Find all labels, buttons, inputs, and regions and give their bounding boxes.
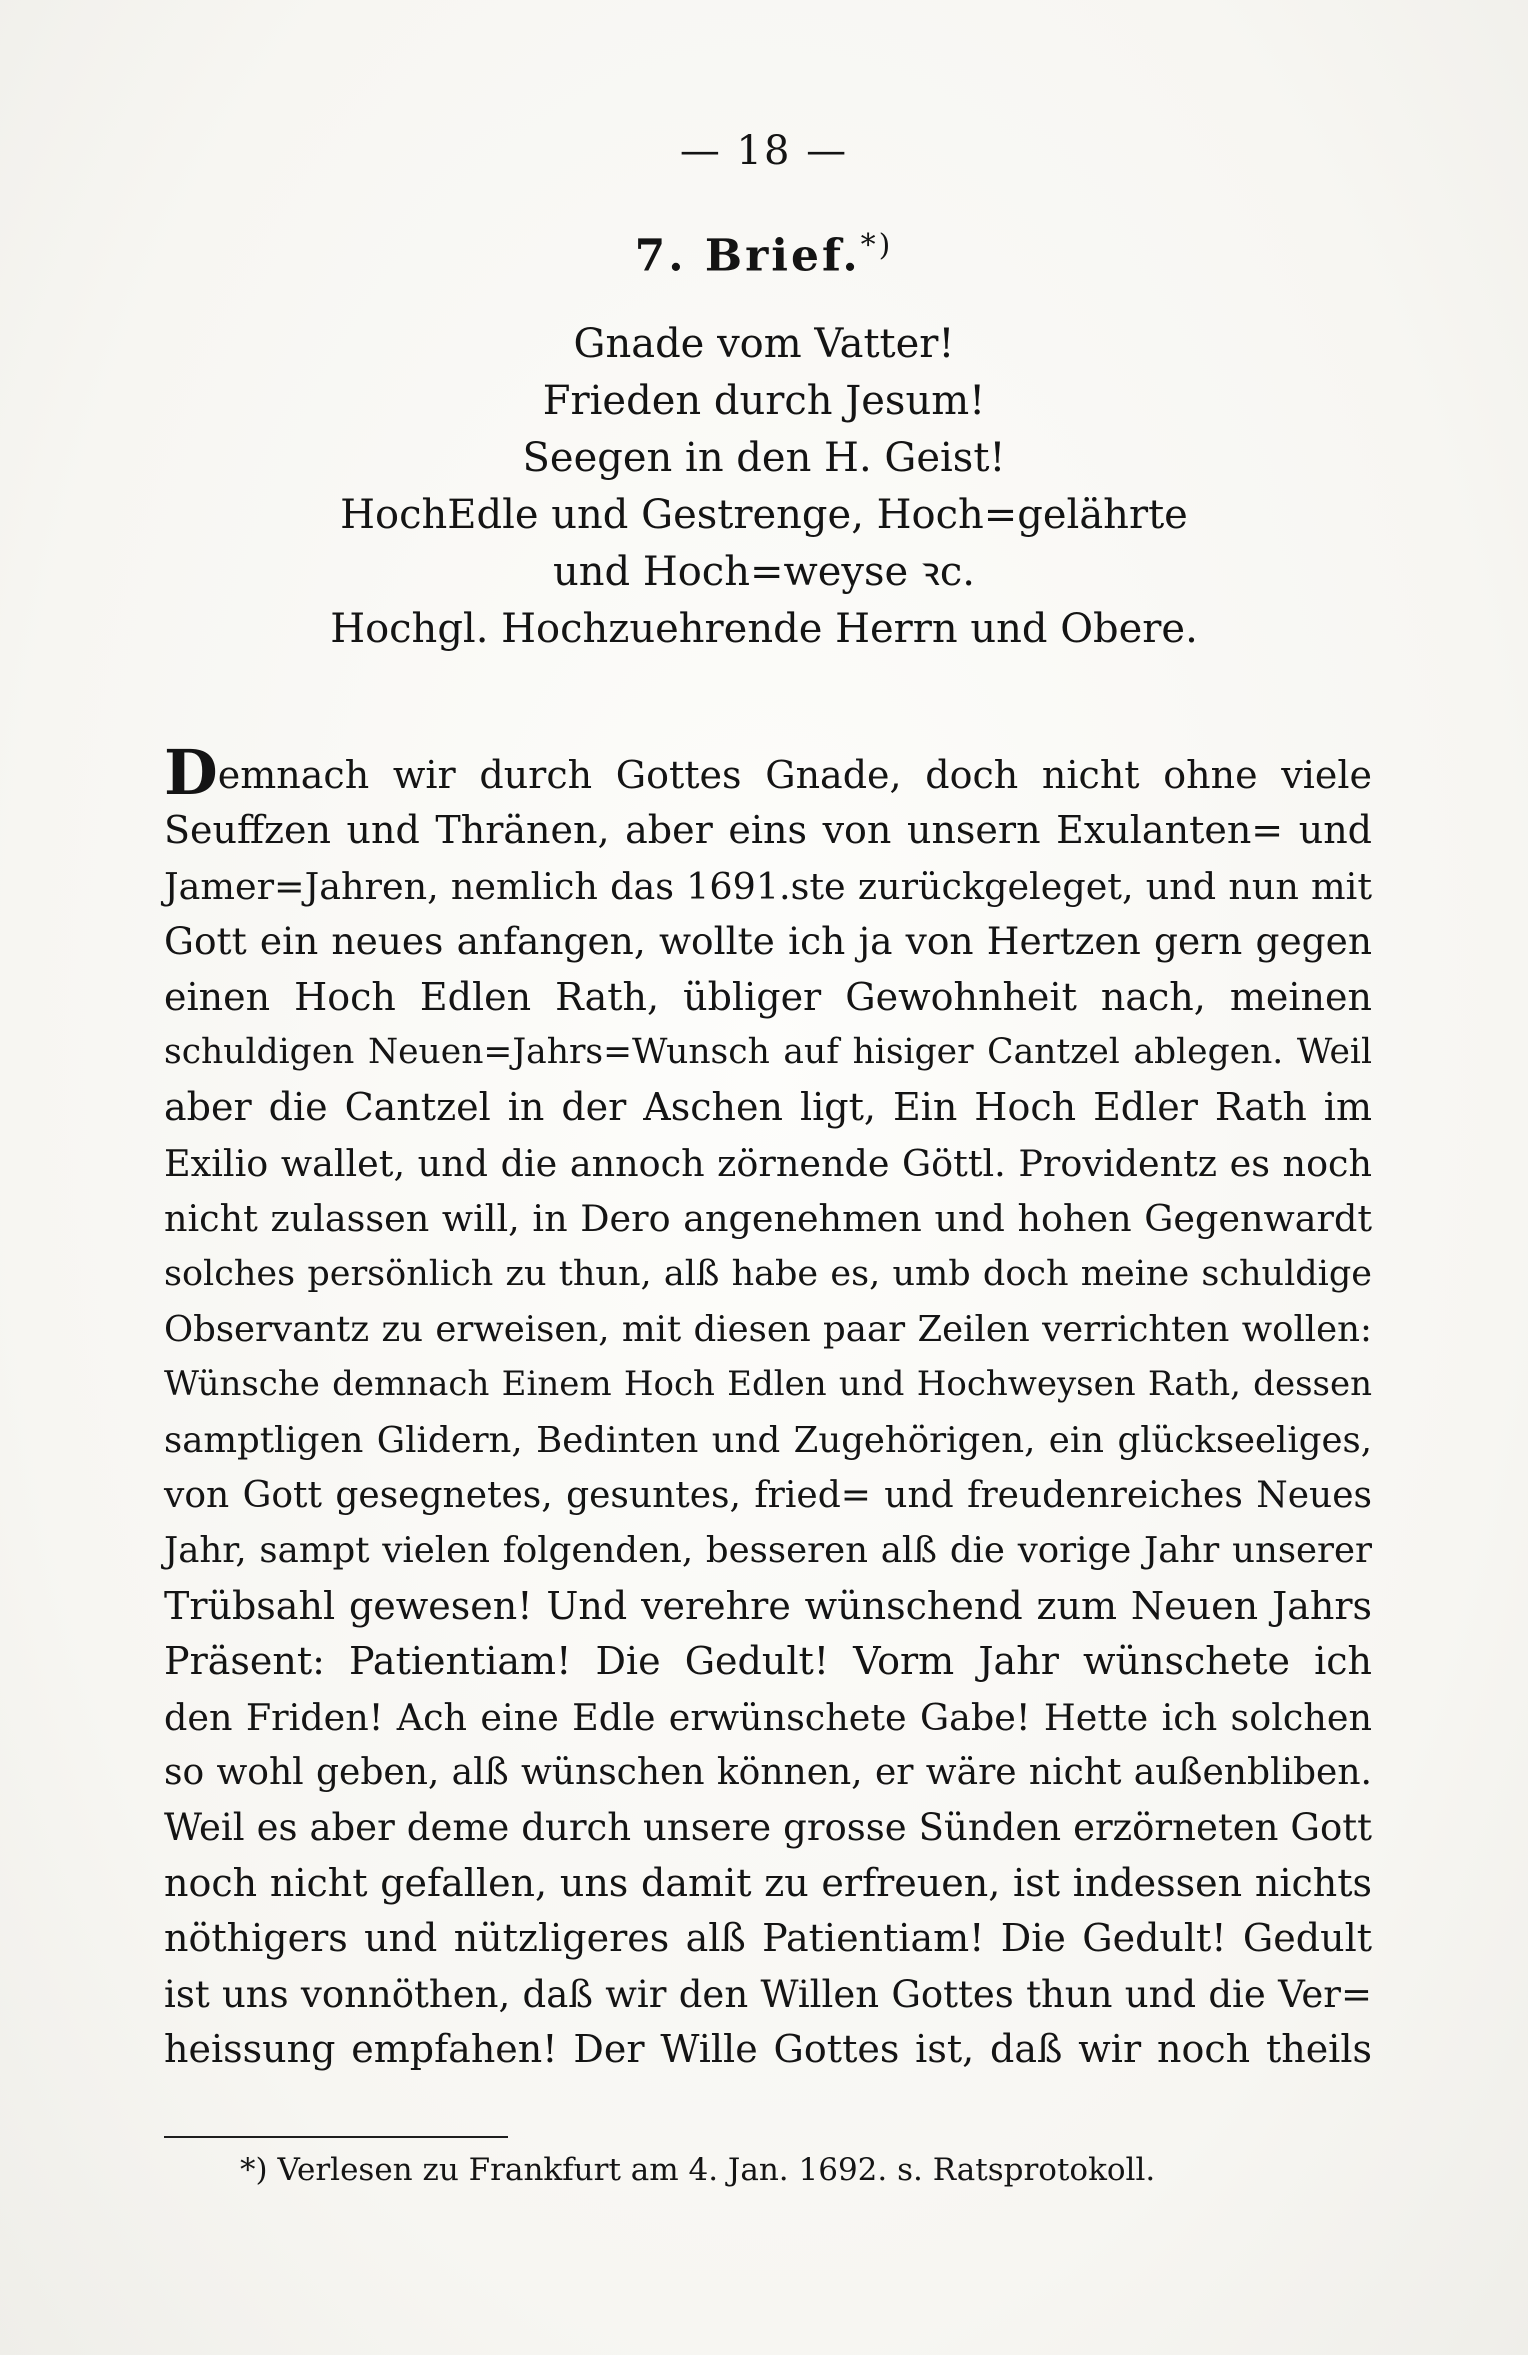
salutation-line: Frieden durch Jesum! [542,378,986,424]
body-line: nicht zulassen will, in Dero angenehmen und hohen Gegenwardt [164,1197,1372,1241]
body-line: Observantz zu erweisen, mit diesen paar Zeilen verrichten wollen: [164,1308,1372,1350]
letter-title-text: 7. Brief. [634,230,861,282]
body-line: nöthigers und nützligeres alß Patientiam! Die Gedult! Gedult [164,1916,1372,1961]
body-line: Demnach wir durch Gottes Gnade, doch nicht ohne viele [164,736,1372,809]
body-line: Trübsahl gewesen! Und verehre wünschend zum Neuen Jahrs [164,1583,1372,1628]
body-line: Präsent: Patientiam! Die Gedult! Vorm Jahr wünschete ich [164,1639,1372,1684]
page-number: — 18 — [679,128,849,174]
letter-body [164,736,1372,2077]
salutation-line: und Hoch=weyse ꝛc. [553,549,975,595]
body-line: schuldigen Neuen=Jahrs=Wunsch auf hisiger Cantzel ablegen. Weil [164,1031,1372,1072]
body-line: solches persönlich zu thun, alß habe es, umb doch meine schuldige [164,1253,1372,1294]
body-line: Seuffzen und Thränen, aber eins von unsern Exulanten= und [164,808,1372,853]
body-line: Weil es aber deme durch unsere grosse Sünden erzörneten Gott [164,1806,1372,1850]
body-line: Gott ein neues anfangen, wollte ich ja von Hertzen gern gegen [164,919,1372,964]
body-line: Wünsche demnach Einem Hoch Edlen und Hochweysen Rath, dessen [164,1364,1372,1405]
salutation-block [0,316,1528,658]
body-line: samptligen Glidern, Bedinten und Zugehörigen, ein glückseeliges, [164,1419,1372,1461]
body-line: Exilio wallet, und die annoch zörnende Göttl. Providentz es noch [164,1141,1372,1185]
letter-title [0,228,1528,282]
drop-cap: D [164,736,218,809]
body-line: Jamer=Jahren, nemlich das 1691.ste zurückgeleget, und nun mit [164,864,1372,908]
body-line: heissung empfahen! Der Wille Gottes ist, daß wir noch theils [164,2026,1372,2071]
body-line: so wohl geben, alß wünschen können, er wäre nicht außenbliben. [164,1752,1372,1794]
salutation-line: Gnade vom Vatter! [573,321,955,367]
footnote: *) Verlesen zu Frankfurt am 4. Jan. 1692. s. Ratsprotokoll. [240,2152,1156,2188]
body-line: von Gott gesegnetes, gesuntes, fried= und freudenreiches Neues [164,1475,1372,1517]
footnote-marker: *) [860,228,894,263]
salutation-line: HochEdle und Gestrenge, Hoch=gelährte [340,492,1188,538]
salutation-line: Seegen in den H. Geist! [522,435,1006,481]
body-line: einen Hoch Edlen Rath, übliger Gewohnheit nach, meinen [164,974,1372,1019]
body-line: Jahr, sampt vielen folgenden, besseren alß die vorige Jahr unserer [164,1530,1372,1572]
body-line: ist uns vonnöthen, daß wir den Willen Gottes thun und die Ver= [164,1972,1372,2016]
body-line: aber die Cantzel in der Aschen ligt, Ein Hoch Edler Rath im [164,1085,1372,1130]
body-line: noch nicht gefallen, uns damit zu erfreuen, ist indessen nichts [164,1860,1372,1905]
body-line: den Friden! Ach eine Edle erwünschete Gabe! Hette ich solchen [164,1695,1372,1739]
footnote-divider [164,2136,508,2138]
salutation-line: Hochgl. Hochzuehrende Herrn und Obere. [330,606,1198,652]
